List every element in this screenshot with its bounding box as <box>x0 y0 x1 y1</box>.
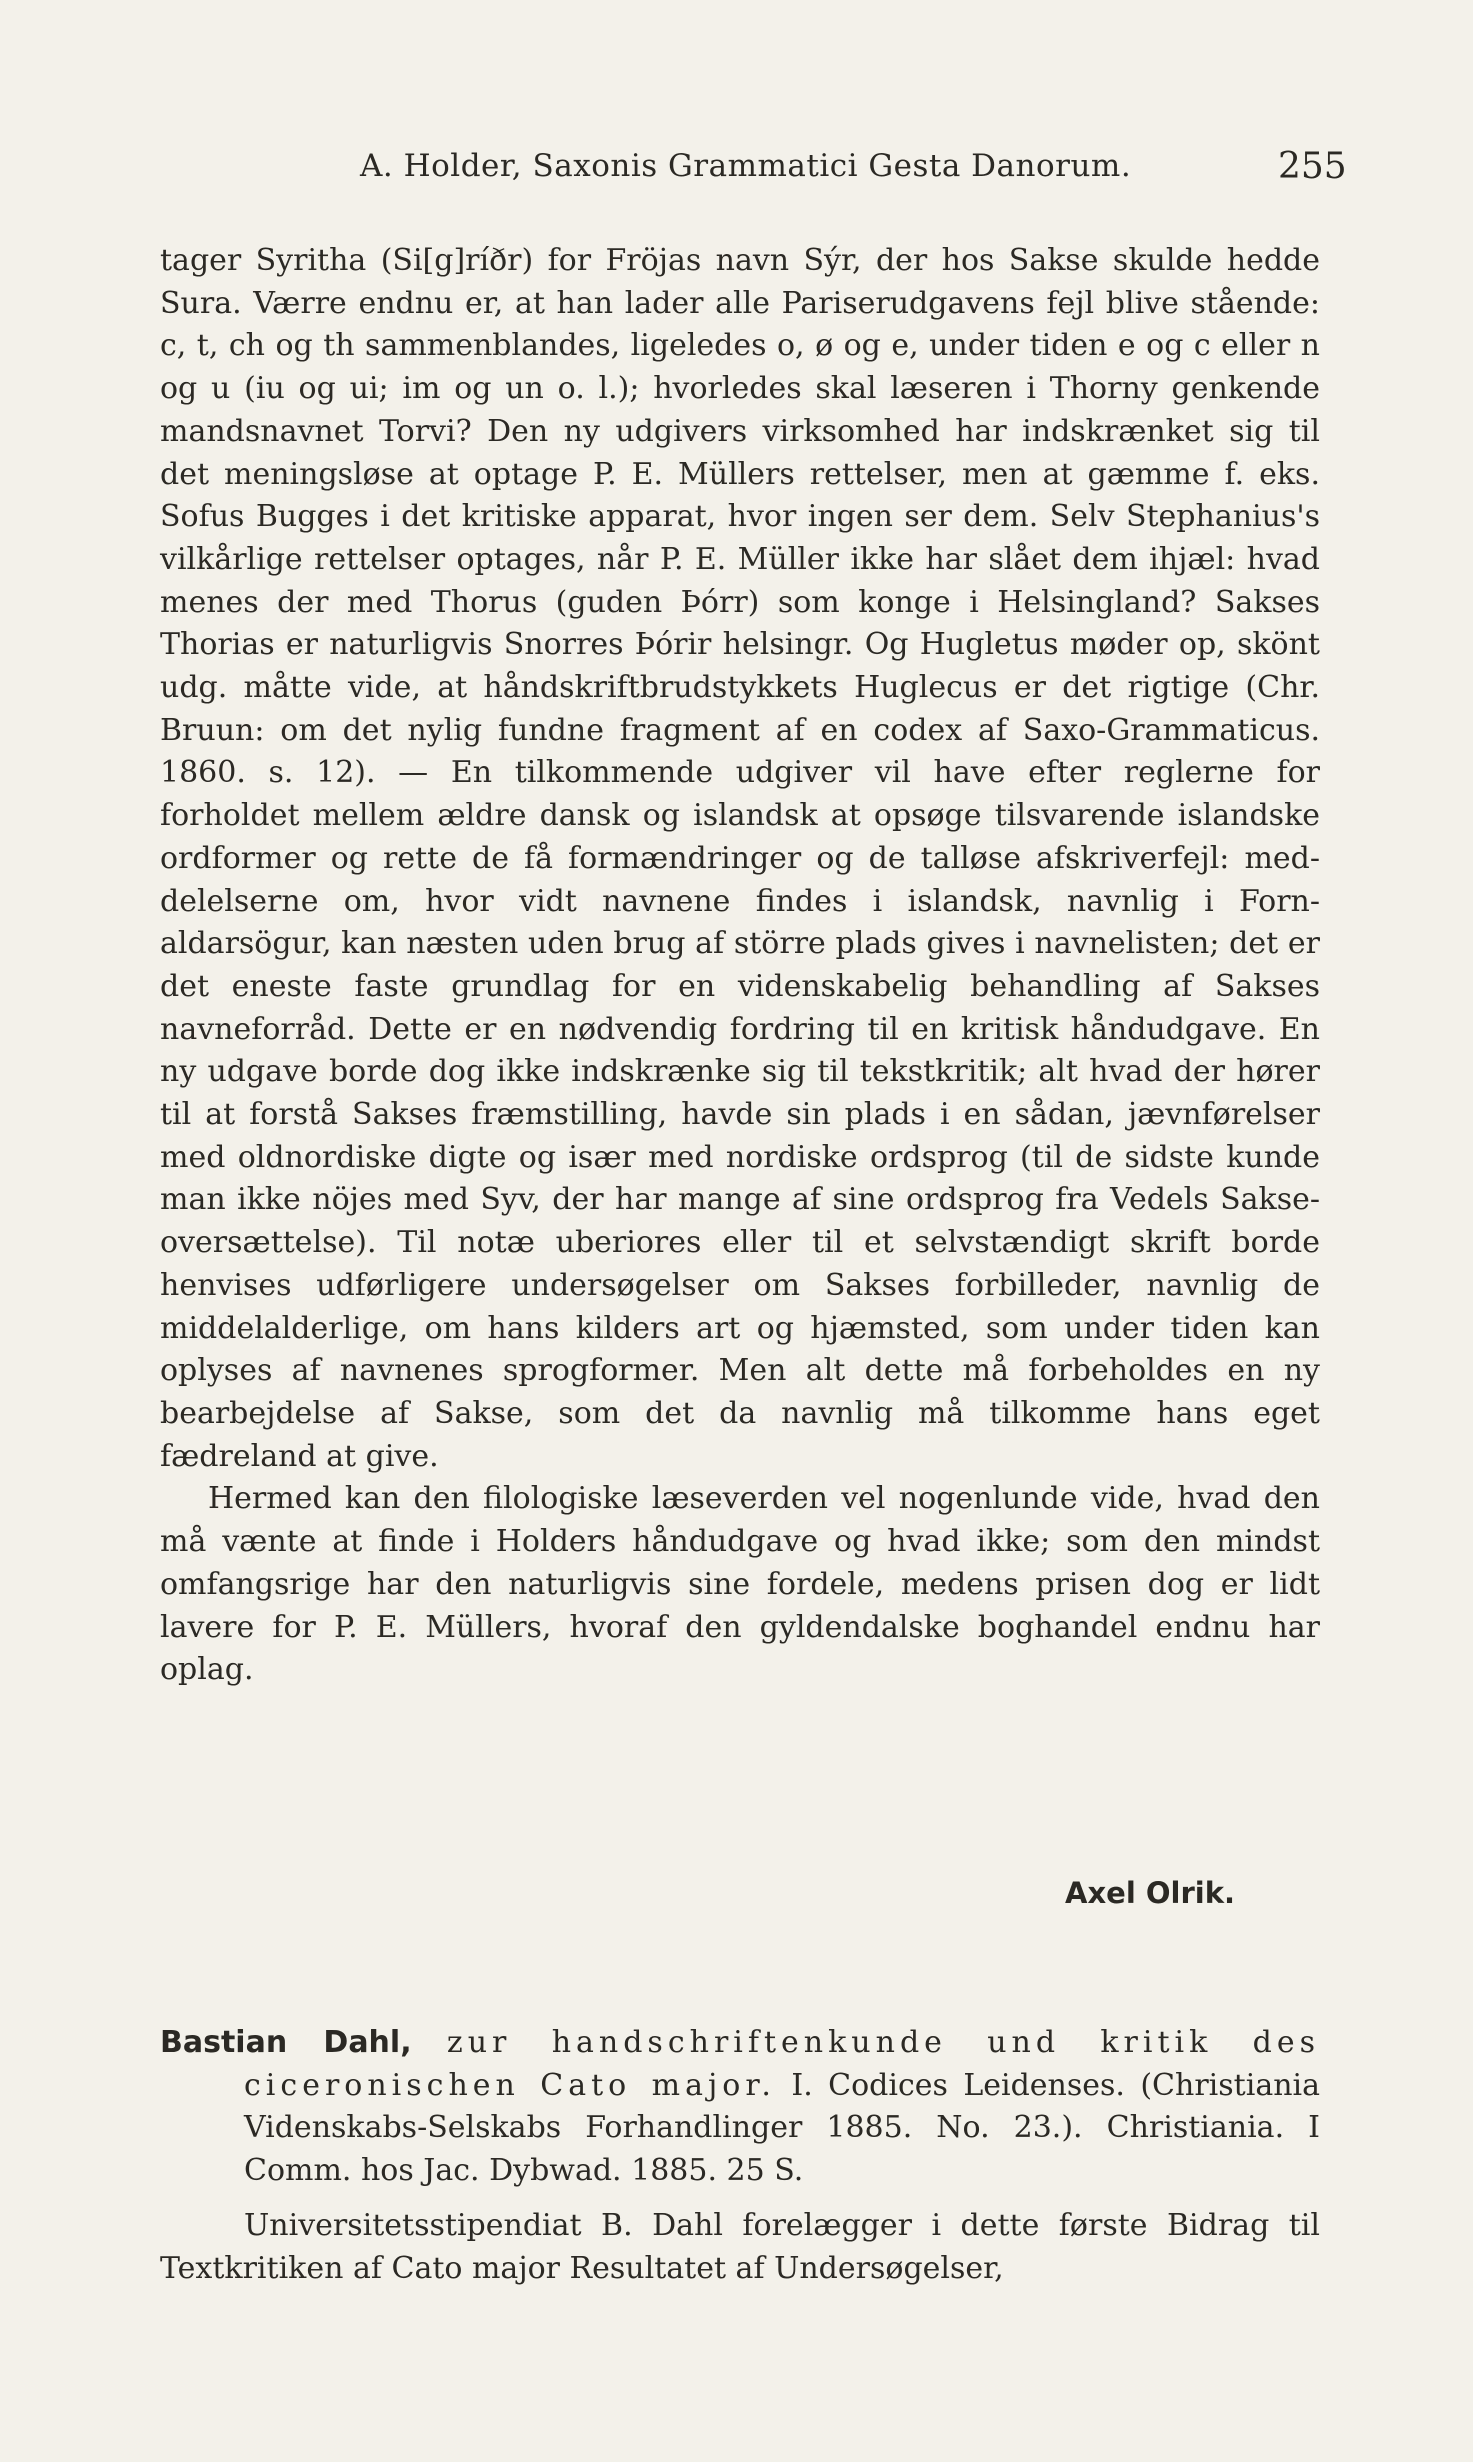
notice-heading <box>160 2022 1320 2193</box>
notice-author: Bastian Dahl, <box>160 2025 412 2060</box>
review-section <box>160 240 1320 1692</box>
notice-body: Universitetsstipendiat B. Dahl forelægger i dette første Bidrag til Textkritiken af Cato major Resultatet af Undersøgelser, <box>160 2207 1320 2286</box>
reviewer-signature: Axel Olrik. <box>1065 1876 1235 1910</box>
running-head: A. Holder, Saxonis Grammatici Gesta Danorum. <box>360 148 1132 184</box>
notice-title: zur handschriftenkunde und kritik des ciceronischen Cato major. <box>244 2025 1320 2103</box>
book-notice <box>160 2022 1320 2290</box>
review-paragraph: Hermed kan den filologiske læseverden vel nogenlunde vide, hvad den må vænte at finde i Holders håndudgave og hvad ikke; som den mindst omfangsrige har den naturligvis sine fordele, medens prisen dog er lidt lavere for P. E. Müllers, hvoraf den gyldendalske boghandel endnu har oplag. <box>160 1481 1320 1688</box>
review-paragraph: tager Syritha (Si[g]ríðr) for Fröjas navn Sýr, der hos Sakse skulde hedde Sura. Værre endnu er, at han lader alle Pariserudgavens fejl blive stående: c, t, ch og th sammenblandes, ligeledes o, ø og e, under tiden e og c eller n og u (iu og ui; im og un o. l.); hvorledes skal læseren i Thorny genkende mandsnavnet Torvi? Den ny udgivers virksomhed har indskrænket sig til det meningsløse at optage P. E. Müllers rettelser, men at gæmme f. eks. Sofus Bugges i det kritiske apparat, hvor ingen ser dem. Selv Stephanius's vilkårlige rettelser optages, når P. E. Müller ikke har slået dem ihjæl: hvad menes der med Thorus (guden Þórr) som konge i Helsingland? Sakses Thorias er naturligvis Snorres Þórir helsingr. Og Hugletus møder op, skönt udg. måtte vide, at håndskriftbrudstykkets Huglecus er det rigtige (Chr. Bruun: om det nylig fundne fragment af en codex af Saxo-Grammaticus. 1860. s. 12). — En tilkommende udgiver vil have efter reglerne for forholdet mellem ældre dansk og islandsk at opsøge tilsvarende islandske ordformer og rette de få formændringer og de talløse afskriverfejl: meddelelserne om, hvor vidt navnene findes i islandsk, navnlig i Fornaldarsögur, kan næsten uden brug af större plads gives i navnelisten; det er det eneste faste grundlag for en videnskabelig behandling af Sakses navneforråd. Dette er en nødvendig fordring til en kritisk håndudgave. En ny udgave borde dog ikke indskrænke sig til tekstkritik; alt hvad der hører til at forstå Sakses fræmstilling, havde sin plads i en sådan, jævnførelser med oldnordiske digte og især med nordiske ordsprog (til de sidste kunde man ikke nöjes med Syv, der har mange af sine ordsprog fra Vedels Sakse-oversættelse). Til notæ uberiores eller til et selvstændigt skrift borde henvises udførligere undersøgelser om Sakses forbilleder, navnlig de middelalderlige, om hans kilders art og hjæmsted, som under tiden kan oplyses af navnenes sprogformer. Men alt dette må forbeholdes en ny bearbejdelse af Sakse, som det da navnlig må tilkomme hans eget fædreland at give. <box>160 243 1320 1474</box>
notice-details: I. Codices Leidenses. (Christiania Videnskabs-Selskabs Forhandlinger 1885. No. 23.). Christiania. I Comm. hos Jac. Dybwad. 1885. 25 S. <box>244 2067 1321 2189</box>
page-number: 255 <box>1278 146 1347 187</box>
